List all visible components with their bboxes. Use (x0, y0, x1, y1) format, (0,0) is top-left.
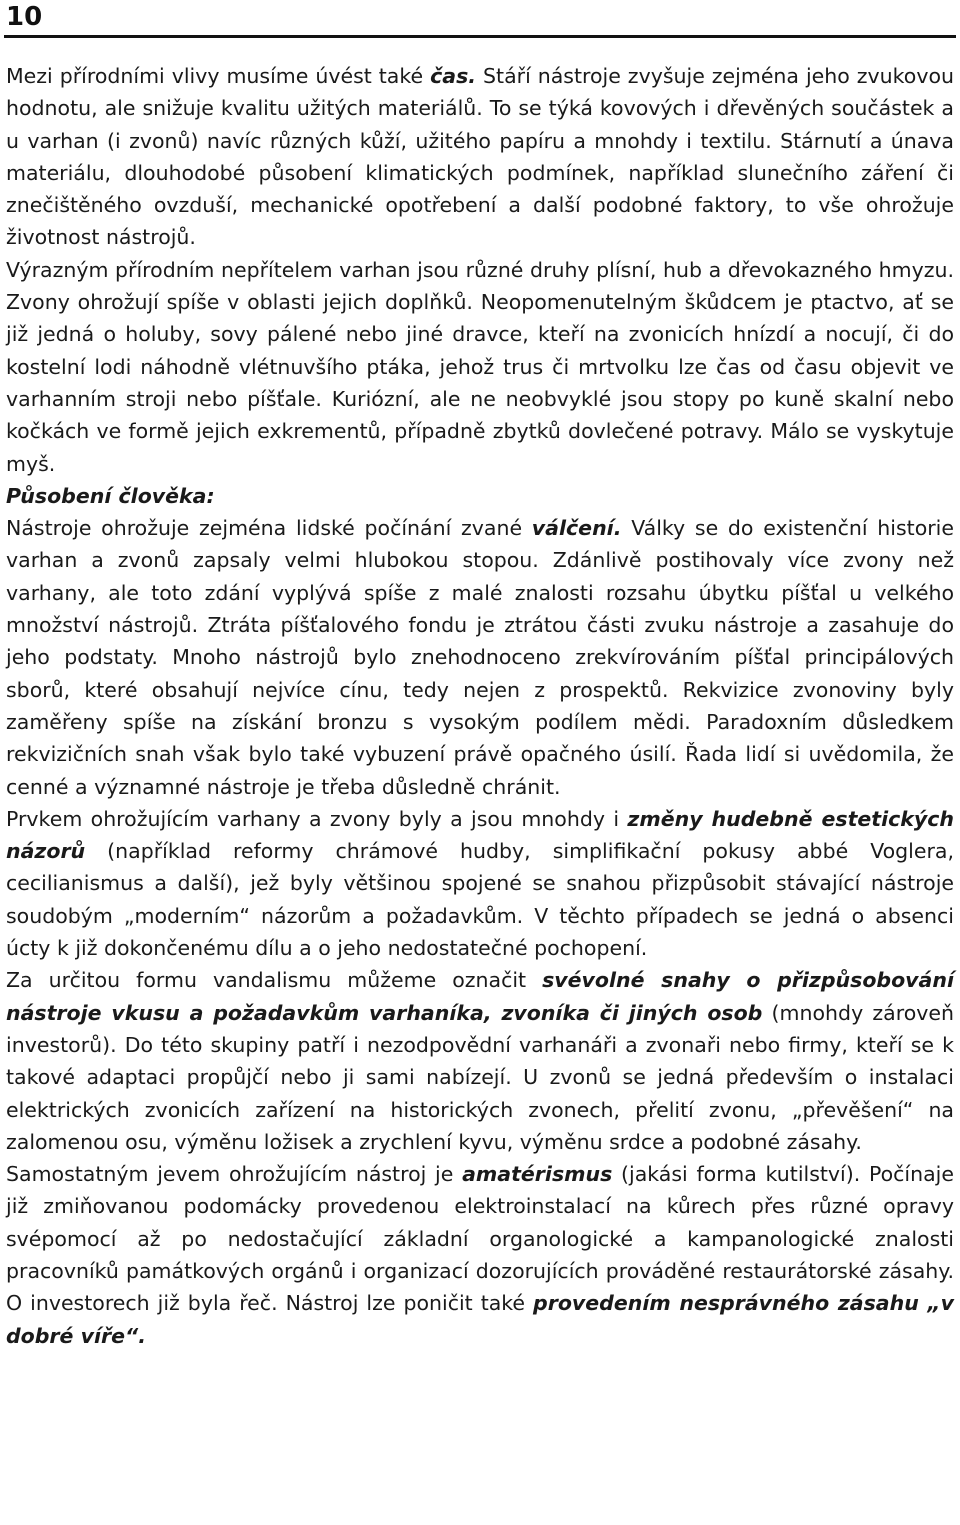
article-body (6, 60, 954, 1352)
text: (mnohdy zároveň investorů). Do této skupiny patří i nezodpovědní varhanáři a zvonaři nebo firmy, kteří se k takové adaptaci propůjčí nebo ji sami nabízejí. U zvonů se jedná především o instalaci elektrických zvonicích zařízení na historických zvonech, přelití zvonu, „převěšení“ na zalomenou osu, výměnu ložisek a zrychlení kyvu, výměnu srdce a podobné zásahy. (6, 1000, 954, 1154)
text: Mezi přírodními vlivy musíme úvést také (6, 64, 431, 88)
section-heading: Působení člověka: (6, 483, 215, 508)
emphasis: svévolné snahy o přizpůsobování nástroje vkusu a požadavkům varhaníka, zvoníka či jiných osob (6, 968, 954, 1025)
text: Samostatným jevem ohrožujícím nástroj je (6, 1162, 463, 1187)
paragraph-war (6, 512, 954, 803)
emphasis: amatérismus (462, 1162, 613, 1187)
page-number: 10 (6, 2, 43, 32)
text: Nástroje ohrožuje zejména lidské počínání zvané (6, 516, 532, 541)
paragraph-amateurism (6, 1158, 954, 1352)
text: Za určitou formu vandalismu můžeme označit (6, 968, 543, 993)
text: (například reformy chrámové hudby, simplifikační pokusy abbé Voglera, cecilianismus a další), jež byly většinou spojené se snahou přizpůsobit stávající nástroje soudobým „moderním“ názorům a požadavkům. V těchto případech se jedná o absenci úcty k již dokončenému dílu a o jeho nedostatečné pochopení. (6, 839, 954, 961)
paragraph-aesthetics (6, 803, 954, 964)
text: Války se do existenční historie varhan a zvonů zapsaly velmi hlubokou stopou. Zdánlivě postihovaly více zvony než varhany, ale toto zdání vyplývá spíše z malé znalosti rozsahu úbytku píšťal u velkého množství nástrojů. Ztráta píšťalového fondu je ztrátou části zvuku nástroje a zasahuje do jeho podstaty. Mnoho nástrojů bylo znehodnoceno zrekvírováním píšťal principálových sborů, které obsahují nejvíce cínu, tedy nejen z prospektů. Rekvizice zvonoviny byly zaměřeny spíše na získání bronzu s vysokým podílem mědi. Paradoxním důsledkem rekvizičních snah však bylo také vybuzení právě opačného úsilí. Řada lidí si uvědomila, že cenné a významné nástroje je třeba důsledně chránit. (6, 516, 954, 799)
paragraph-pests (6, 254, 954, 480)
paragraph-time (6, 60, 954, 254)
emphasis: provedením nesprávného zásahu „v dobré víře“. (6, 1291, 954, 1348)
paragraph-vandalism (6, 964, 954, 1158)
emphasis: změny hudebně estetických názorů (6, 806, 954, 864)
text: Stáří nástroje zvyšuje zejména jeho zvukovou hodnotu, ale snižuje kvalitu užitých materiálů. To se týká kovových i dřevěných součástek a u varhan (i zvonů) navíc různých kůží, užitého papíru a mnohdy i textilu. Stárnutí a únava materiálu, dlouhodobé působení klimatických podmínek, například slunečního záření či znečištěného ovzduší, mechanické opotřebení a další podobné faktory, to vše ohrožuje životnost nástrojů. (6, 64, 954, 250)
text: (jakási forma kutilství). Počínaje již zmiňovanou podomácky provedenou elektroinstalací na kůrech přes různé opravy svépomocí až po nedostačující základní organologické a kampanologické znalosti pracovníků památkových orgánů i organizací dozorujících prováděné restaurátorské zásahy. O investorech již byla řeč. Nástroj lze poničit také (6, 1162, 954, 1316)
header-rule (4, 35, 956, 38)
text: Výrazným přírodním nepřítelem varhan jsou různé druhy plísní, hub a dřevokazného hmyzu. Zvony ohrožují spíše v oblasti jejich doplňků. Neopomenutelným škůdcem je ptactvo, ať se již jedná o holuby, sovy pálené nebo jiné dravce, kteří na zvonicích hnízdí a nocují, či do kostelní lodi náhodně vlétnuvšího ptáka, jehož trus či mrtvolku lze čas od času objevit ve varhanním stroji nebo píšťale. Kuriózní, ale ne neobvyklé jsou stopy po kuně skalní nebo kočkách ve formě jejich exkrementů, případně zbytků dovlečené potravy. Málo se vyskytuje myš. (6, 257, 954, 476)
emphasis: válčení. (531, 516, 622, 541)
text: Prvkem ohrožujícím varhany a zvony byly a jsou mnohdy i (6, 806, 628, 831)
emphasis: čas. (430, 64, 477, 88)
